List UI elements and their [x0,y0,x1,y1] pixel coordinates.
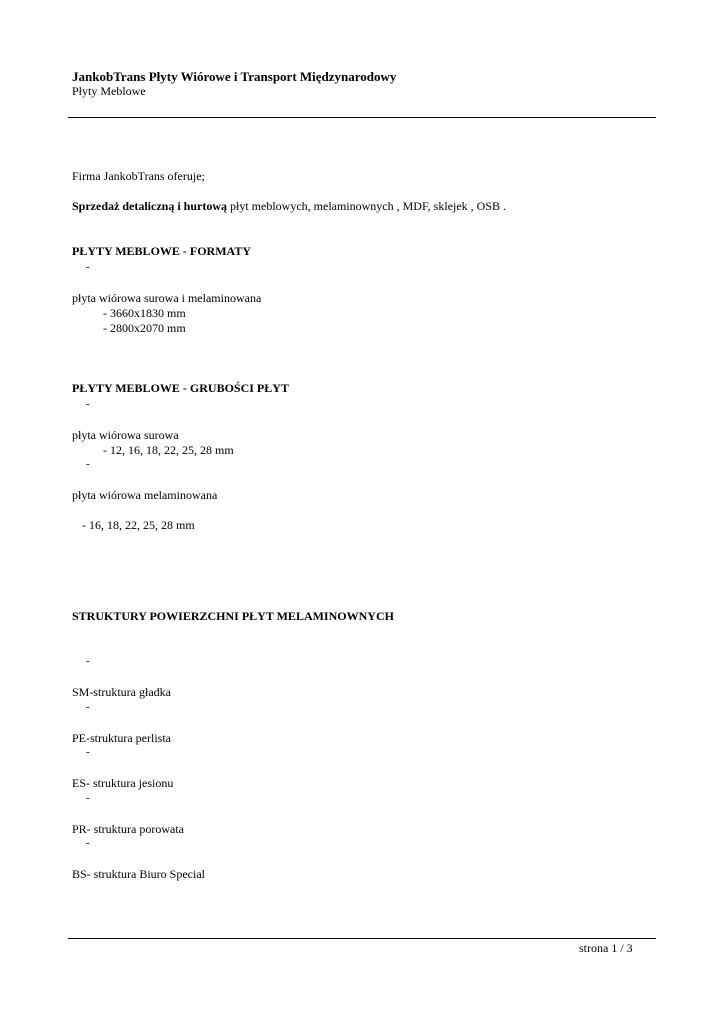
intro-offer-rest: płyt meblowych, melaminownych , MDF, sklejek , OSB . [227,199,507,213]
formats-size: - 3660x1830 mm [103,306,186,320]
structures-dash: - [86,655,90,667]
thickness-raw-values: - 12, 16, 18, 22, 25, 28 mm [103,443,234,457]
structures-dash: - [86,837,90,849]
thickness-item-raw: płyta wiórowa surowa [72,428,179,442]
thickness-dash: - [86,398,90,410]
intro-offer [72,200,506,212]
structures-dash: - [86,746,90,758]
intro-line: Firma JankobTrans oferuje; [72,169,205,183]
structures-dash: - [86,701,90,713]
thickness-item-melamine: płyta wiórowa melaminowana [72,488,218,502]
structure-item: BS- struktura Biuro Special [72,867,205,881]
structure-item: ES- struktura jesionu [72,776,174,790]
structure-item: PE-struktura perlista [72,731,171,745]
intro-offer-bold: Sprzedaż detaliczną i hurtową [72,199,227,213]
header-divider [68,117,656,118]
page-number: strona 1 / 3 [579,941,633,955]
formats-item: płyta wiórowa surowa i melaminowana [72,291,262,305]
thickness-heading: PŁYTY MEBLOWE - GRUBOŚCI PŁYT [72,381,289,395]
thickness-melamine-values: - 16, 18, 22, 25, 28 mm [82,518,195,532]
structures-dash: - [86,792,90,804]
structures-heading: STRUKTURY POWIERZCHNI PŁYT MELAMINOWNYCH [72,609,394,623]
formats-size: - 2800x2070 mm [103,321,186,335]
document-title: JankobTrans Płyty Wiórowe i Transport Międzynarodowy [72,69,397,84]
document-subtitle: Płyty Meblowe [72,84,146,98]
thickness-dash: - [86,458,90,470]
footer-divider [68,938,656,939]
structure-item: PR- struktura porowata [72,822,184,836]
formats-heading: PŁYTY MEBLOWE - FORMATY [72,244,251,258]
formats-dash: - [86,261,90,273]
structure-item: SM-struktura gładka [72,685,171,699]
